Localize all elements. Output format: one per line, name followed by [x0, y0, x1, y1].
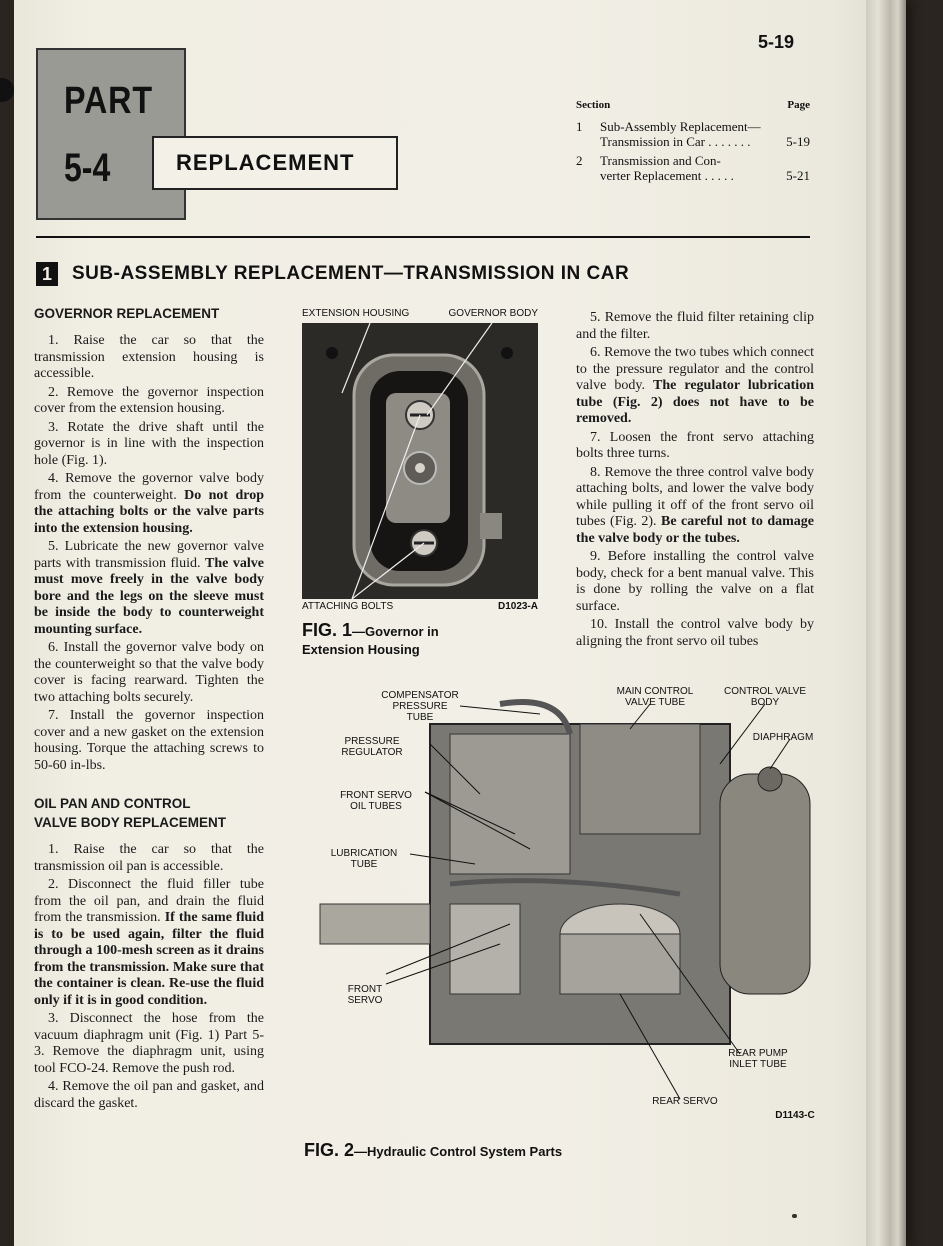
section-number: 1 [36, 262, 58, 286]
fig2-label-control-valve-body: CONTROL VALVE BODY [723, 686, 807, 708]
paragraph: 1. Raise the car so that the transmission oil pan is accessible. [34, 842, 264, 874]
toc-item-line1: Sub-Assembly Replacement— [600, 119, 761, 134]
paragraph: 10. Install the control valve body by aligning the front servo oil tubes [576, 617, 814, 649]
paragraph: 2. Disconnect the fluid filler tube from the oil pan, and drain the fluid from the transmission. If the same fluid is to be used again, filter the fluid through a 100-mesh screen as it drains from the transmission. Make sure that the container is clean. Re-use the fluid only if it is in good condition. [34, 877, 264, 1008]
bold-warning: Be careful not to damage the valve body or the tubes. [576, 514, 814, 546]
paragraph: 8. Remove the three control valve body attaching bolts, and lower the valve body while pulling it off of the front servo oil tubes (Fig. 2). Be careful not to damage the valve body or the tubes. [576, 464, 814, 546]
governor-photo [302, 323, 538, 599]
fig2-label-rear-servo: REAR SERVO [652, 1096, 718, 1107]
fig1-label-attaching-bolts: ATTACHING BOLTS [302, 601, 394, 612]
section-heading [36, 262, 629, 286]
page-mark [792, 1214, 797, 1218]
fig2-label-pressure-regulator: PRESSURE REGULATOR [341, 736, 403, 758]
fig1-caption: FIG. 1—Governor in Extension Housing [302, 620, 439, 657]
text-column-right [576, 310, 814, 652]
paragraph: 4. Remove the oil pan and gasket, and discard the gasket. [34, 1079, 264, 1111]
page-stack-edge [866, 0, 906, 1246]
bold-warning: If the same fluid is to be used again, filter the fluid through a 100-mesh screen as it drains from the transmission. Make sure that the container is clean. Re-use the fluid only if it is in good condition. [34, 910, 264, 1008]
fig2-label-front-servo: FRONT SERVO [347, 984, 383, 1006]
fig1-label-governor-body: GOVERNOR BODY [448, 308, 538, 319]
bold-warning: The regulator lubrication tube (Fig. 2) does not have to be removed. [576, 378, 814, 426]
fig2-label-diaphragm: DIAPHRAGM [752, 732, 814, 743]
paragraph: 3. Disconnect the hose from the vacuum diaphragm unit (Fig. 1) Part 5-3. Remove the diaphragm unit, using tool FCO-24. Remove the push rod. [34, 1011, 264, 1076]
toc-item [576, 153, 810, 183]
part-box [36, 48, 186, 220]
fig1-label-extension-housing: EXTENSION HOUSING [302, 308, 410, 319]
bold-warning: The valve must move freely in the valve body bore and the legs on the sleeve must be inside the body to counterweight mounting surface. [34, 555, 264, 637]
toc-item-num: 1 [576, 119, 583, 134]
text-column-left [34, 304, 264, 1114]
toc-item-line2: Transmission in Car . . . . . . . [600, 134, 751, 149]
page-number: 5-19 [758, 32, 795, 52]
subheading: GOVERNOR REPLACEMENT [34, 306, 220, 321]
paragraph: 1. Raise the car so that the transmission extension housing is accessible. [34, 333, 264, 381]
fig2-label-front-servo-tubes: FRONT SERVO OIL TUBES [340, 790, 412, 812]
fig1-code: D1023-A [497, 601, 538, 612]
section-title: SUB-ASSEMBLY REPLACEMENT—TRANSMISSION IN CAR [72, 263, 630, 284]
paragraph: 5. Remove the fluid filter retaining clip and the filter. [576, 310, 814, 342]
fig2-label-rear-pump: REAR PUMP INLET TUBE [728, 1048, 788, 1070]
toc-item-num: 2 [576, 153, 583, 168]
fig2-label-main-control-tube: MAIN CONTROL VALVE TUBE [616, 686, 694, 708]
subheading: OIL PAN AND CONTROL VALVE BODY REPLACEMENT [34, 796, 227, 830]
toc-item-line1: Transmission and Con- [600, 153, 721, 168]
paragraph: 6. Remove the two tubes which connect to the pressure regulator and the control valve body. The regulator lubrication tube (Fig. 2) does not have to be removed. [576, 345, 814, 426]
fig2-label-compensator: COMPENSATOR PRESSURE TUBE [381, 690, 459, 723]
table-of-contents [576, 98, 810, 187]
part-title-box [152, 136, 398, 190]
toc-item-page: 5-21 [786, 168, 810, 183]
header-rule [36, 236, 810, 238]
paragraph: 4. Remove the governor valve body from the counterweight. Do not drop the attaching bolts or the valve parts into the extension housing. [34, 471, 265, 536]
toc-page-header: Page [787, 99, 810, 111]
paragraph: 6. Install the governor valve body on the counterweight so that the valve body cover is facing rearward. Tighten the two attaching bolts securely. [34, 640, 264, 705]
paragraph: 5. Lubricate the new governor valve parts with transmission fluid. The valve must move freely in the valve body bore and the legs on the sleeve must be inside the body to counterweight mounting surface. [34, 539, 264, 637]
toc-item-page: 5-19 [786, 134, 810, 149]
fig2-caption: FIG. 2—Hydraulic Control System Parts [304, 1140, 563, 1160]
part-number: 5-4 [64, 146, 111, 190]
paragraph: 2. Remove the governor inspection cover from the extension housing. [34, 384, 264, 416]
binder-hole [0, 78, 14, 102]
toc-item-line2: verter Replacement . . . . . [600, 168, 734, 183]
part-word: PART [64, 80, 153, 122]
fig2-code: D1143-C [775, 1110, 815, 1121]
fig2-label-lubrication: LUBRICATION TUBE [330, 848, 398, 870]
figure-2 [300, 684, 820, 1164]
paragraph: 9. Before installing the control valve body, check for a bent manual valve. This is done by rolling the valve on a flat surface. [576, 549, 814, 614]
figure-1 [302, 308, 538, 659]
toc-section-header: Section [576, 99, 611, 111]
toc-item [576, 119, 810, 149]
part-title: REPLACEMENT [176, 150, 355, 175]
bold-warning: Do not drop the attaching bolts or the valve parts into the extension housing. [34, 487, 265, 536]
paragraph: 7. Install the governor inspection cover and a new gasket on the extension housing. Torque the attaching screws to 50-60 in-lbs. [34, 708, 264, 773]
paragraph: 3. Rotate the drive shaft until the governor is in line with the inspection hole (Fig. 1). [34, 419, 264, 468]
paragraph: 7. Loosen the front servo attaching bolts three turns. [576, 429, 814, 461]
